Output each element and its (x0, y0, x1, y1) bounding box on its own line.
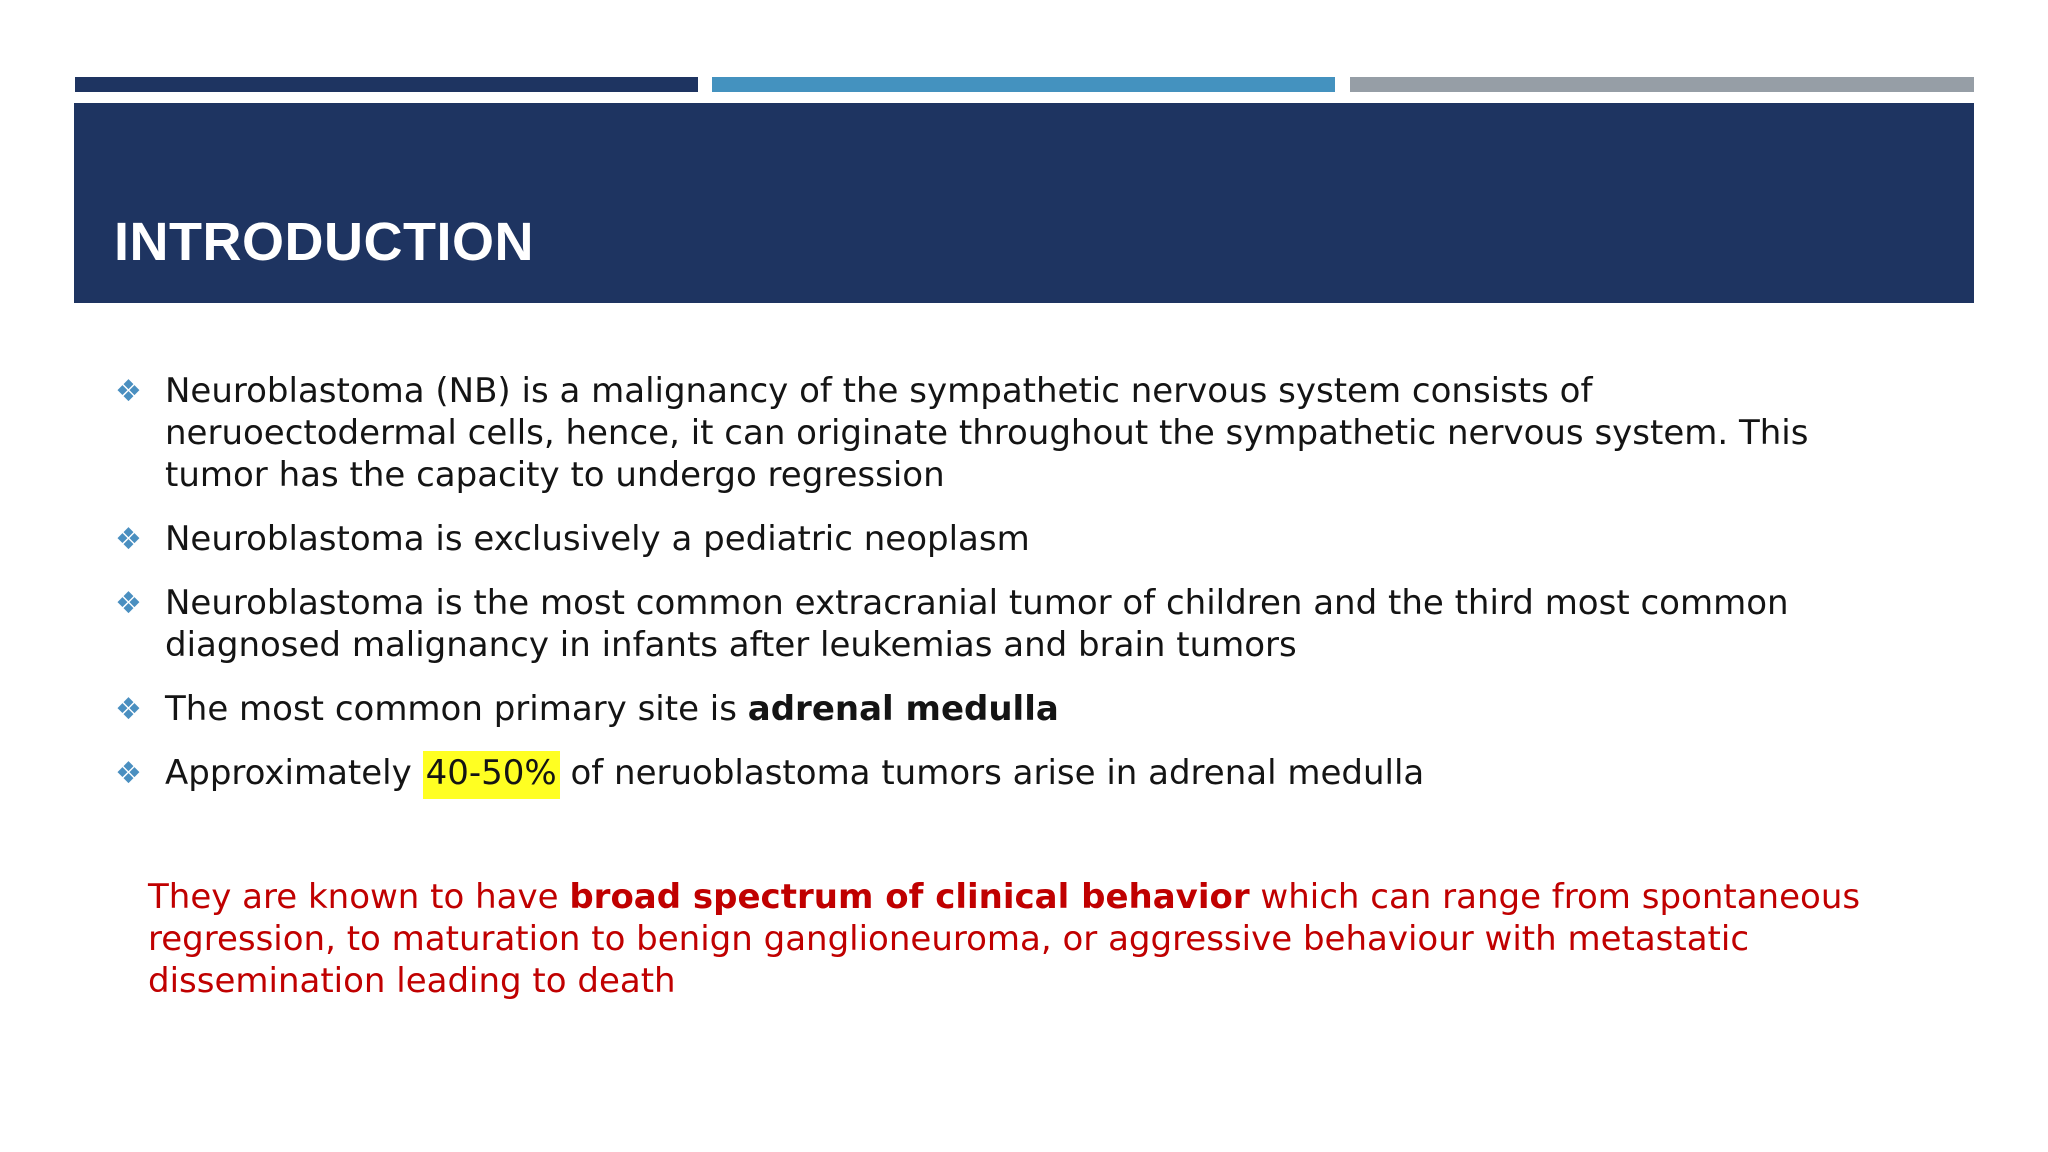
highlighted-percentage: 40-50% (423, 751, 560, 799)
bullet-text (165, 689, 1059, 729)
bullet-text-suffix: of neruoblastoma tumors arise in adrenal medulla (559, 753, 1425, 793)
accent-bar-blue (712, 77, 1335, 92)
bullet-item (113, 582, 1893, 666)
bullet-item (113, 752, 1893, 794)
accent-bar-dark (75, 77, 698, 92)
bullet-text-bold: adrenal medulla (747, 689, 1059, 729)
diamond-bullet-icon: ❖ (115, 522, 142, 557)
clinical-behavior-note (148, 876, 1928, 1002)
bullet-text: Neuroblastoma (NB) is a malignancy of the sympathetic nervous system consists of neruoectodermal cells, hence, it can originate throughout the sympathetic nervous system. This tumor has the capacity to undergo regression (165, 371, 1809, 495)
diamond-bullet-icon: ❖ (115, 586, 142, 621)
note-suffix: which can range from spontaneous regression, to maturation to benign ganglioneuroma, or aggressive behaviour with metastatic dissemination leading to death (148, 877, 1861, 1001)
bullet-text-prefix: Approximately (165, 753, 423, 793)
diamond-bullet-icon: ❖ (115, 692, 142, 727)
bullet-text: Neuroblastoma is exclusively a pediatric neoplasm (165, 519, 1030, 559)
bullet-item (113, 688, 1893, 730)
diamond-bullet-icon: ❖ (115, 374, 142, 409)
note-bold: broad spectrum of clinical behavior (569, 877, 1250, 917)
bullet-list (113, 370, 1893, 816)
bullet-text (165, 751, 1424, 799)
bullet-text: Neuroblastoma is the most common extracranial tumor of children and the third most common diagnosed malignancy in infants after leukemias and brain tumors (165, 583, 1789, 665)
bullet-text-prefix: The most common primary site is (165, 689, 748, 729)
note-prefix: They are known to have (148, 877, 570, 917)
bullet-item (113, 370, 1893, 496)
accent-bar-gray (1350, 77, 1974, 92)
bullet-item (113, 518, 1893, 560)
slide-title: INTRODUCTION (114, 212, 534, 272)
title-band (74, 103, 1974, 303)
diamond-bullet-icon: ❖ (115, 756, 142, 791)
